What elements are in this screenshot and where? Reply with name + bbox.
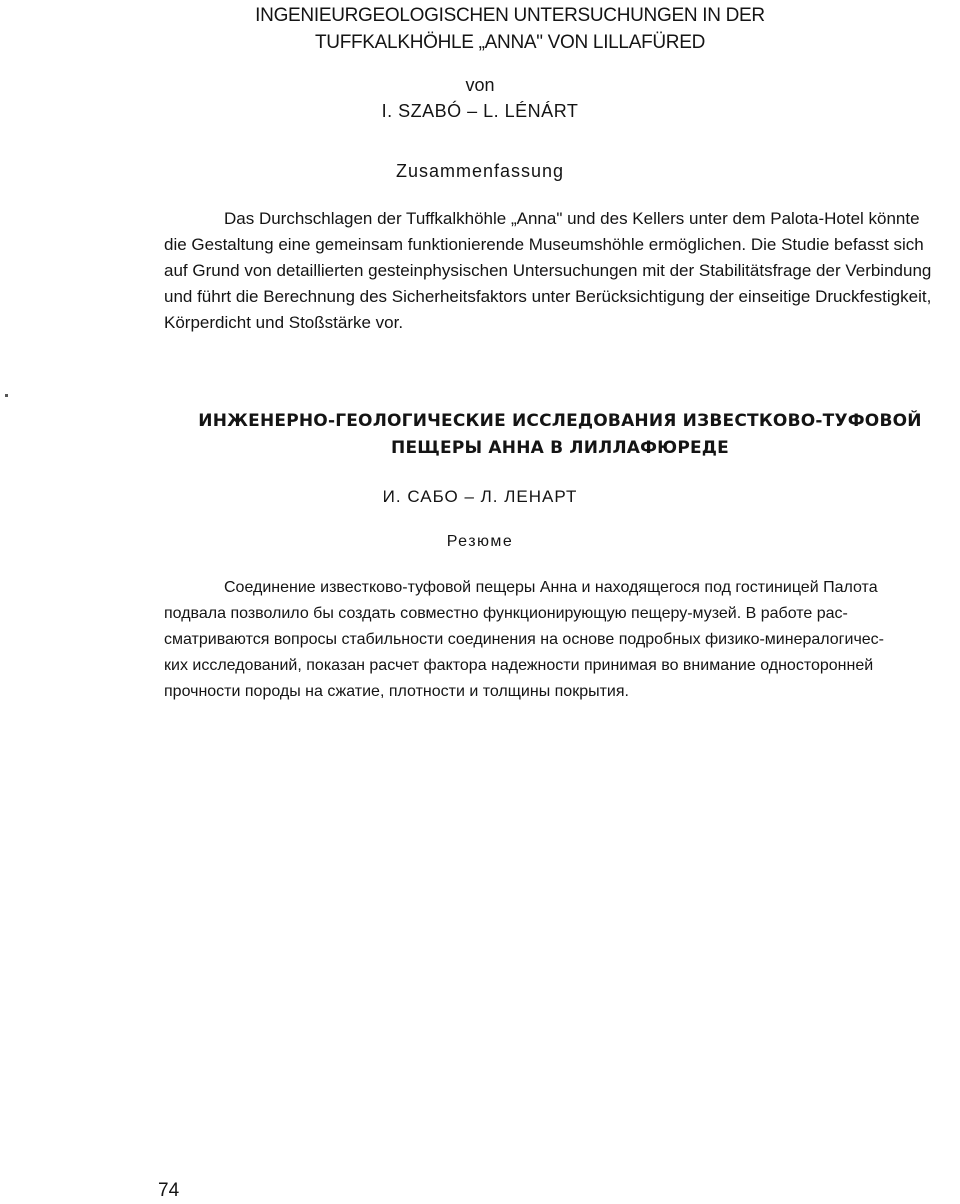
german-abstract-line-3: auf Grund von detaillierten gesteinphysischen Untersuchungen mit der Stabilitätsfrage der Verbindung — [164, 261, 932, 280]
german-abstract-line-1: Das Durchschlagen der Tuffkalkhöhle „Anna" und des Kellers unter dem Palota-Hotel könnte — [224, 209, 920, 228]
german-title — [190, 2, 830, 56]
russian-abstract-line-3: сматриваются вопросы стабильности соединения на основе подробных физико-минералогичес- — [164, 631, 885, 648]
russian-authors: И. САБО – Л. ЛЕНАРТ — [382, 487, 578, 506]
german-authors: I. SZABÓ – L. LÉNÁRT — [381, 101, 579, 121]
russian-abstract-line-2: подвала позволило бы создать совместно функционирующую пещеру-музей. В работе рас- — [164, 605, 848, 622]
russian-title-line-2: ПЕЩЕРЫ АННА В ЛИЛЛАФЮРЕДЕ — [391, 438, 729, 458]
russian-summary-heading: Резюме — [446, 533, 514, 550]
russian-abstract-line-4: ких исследований, показан расчет фактора надежности принимая во внимание односторонней — [164, 657, 874, 674]
margin-mark — [5, 394, 8, 397]
russian-abstract-line-5: прочности породы на сжатие, плотности и толщины покрытия. — [164, 683, 629, 700]
german-abstract-line-2: die Gestaltung eine gemeinsam funktionierende Museumshöhle ermöglichen. Die Studie befasst sich — [164, 235, 924, 254]
german-title-line-1: INGENIEURGEOLOGISCHEN UNTERSUCHUNGEN IN DER — [255, 5, 765, 26]
russian-abstract — [164, 575, 960, 705]
german-title-line-2: TUFFKALKHÖHLE „ANNA" VON LILLAFÜRED — [314, 32, 706, 53]
german-abstract — [164, 206, 960, 336]
german-abstract-line-5: Körperdicht und Stoßstärke vor. — [164, 313, 404, 332]
russian-title — [180, 408, 940, 462]
russian-abstract-line-1: Соединение известково-туфовой пещеры Анна и находящегося под гостиницей Палота — [224, 579, 878, 596]
page-number: 74 — [158, 1180, 180, 1201]
german-von: von — [465, 75, 495, 95]
russian-title-line-1: ИНЖЕНЕРНО-ГЕОЛОГИЧЕСКИЕ ИССЛЕДОВАНИЯ ИЗВЕСТКОВО-ТУФОВОЙ — [198, 411, 922, 431]
german-summary-heading: Zusammenfassung — [395, 161, 565, 181]
german-abstract-line-4: und führt die Berechnung des Sicherheitsfaktors unter Berücksichtigung der einseitige Druckfestigkeit, — [164, 287, 932, 306]
